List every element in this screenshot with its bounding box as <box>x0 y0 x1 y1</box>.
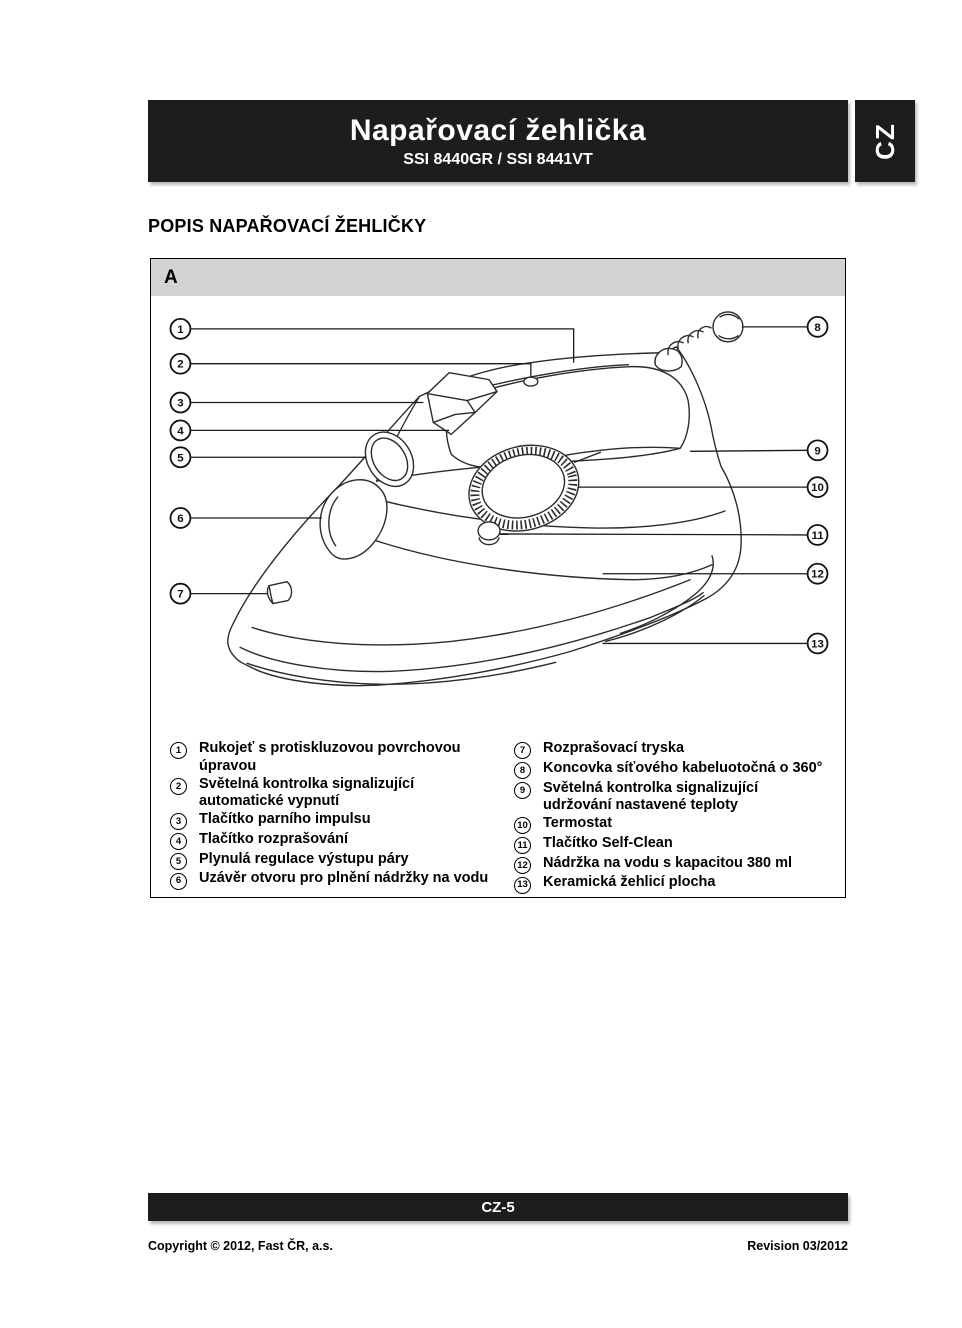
legend-number-wrap <box>514 835 543 854</box>
legend-item-text: Světelná kontrolka signalizující automatické vypnutí <box>199 775 415 809</box>
iron-illustration <box>151 297 844 737</box>
section-heading: POPIS NAPAŘOVACÍ ŽEHLIČKY <box>148 216 427 236</box>
footer-page-label: CZ-5 <box>481 1198 515 1216</box>
legend-number-wrap <box>170 831 199 850</box>
legend-number-wrap <box>514 855 543 874</box>
header-bar <box>148 100 848 182</box>
legend-item-number: 4 <box>170 833 187 850</box>
legend-item-text: Světelná kontrolka signalizující udržování nastavené teploty <box>543 779 759 813</box>
legend-item-text: Termostat <box>543 815 613 831</box>
callout-9: 9 <box>814 445 821 458</box>
legend-item <box>170 776 500 811</box>
legend-item <box>514 835 830 854</box>
figure-label: A <box>164 266 178 288</box>
model-numbers: SSI 8440GR / SSI 8441VT <box>403 150 593 168</box>
legend-number-wrap <box>170 870 199 889</box>
language-tab <box>855 100 915 182</box>
legend-item-number: 9 <box>514 782 531 799</box>
legend-item-number: 6 <box>170 873 187 890</box>
legend-number-wrap <box>514 815 543 834</box>
legend-item-text: Koncovka síťového kabeluotočná o 360° <box>543 759 823 776</box>
revision-text: Revision 03/2012 <box>747 1239 848 1253</box>
callout-11: 11 <box>811 529 824 542</box>
legend-item <box>514 780 830 815</box>
callout-8: 8 <box>814 321 821 334</box>
legend-item <box>514 855 830 874</box>
legend-item-text: Tlačítko Self-Clean <box>543 834 673 851</box>
legend-number-wrap <box>514 874 543 893</box>
legend-item-text: Tlačítko parního impulsu <box>199 811 371 827</box>
legend-number-wrap <box>170 851 199 870</box>
legend-item <box>514 815 830 834</box>
legend-column-right <box>514 740 830 894</box>
callout-12: 12 <box>811 568 824 581</box>
page-title: Napařovací žehlička <box>349 113 647 147</box>
legend-item <box>514 874 830 893</box>
callout-7: 7 <box>177 588 184 601</box>
callout-13: 13 <box>811 638 824 651</box>
legend-number-wrap <box>170 740 199 775</box>
legend-item-text: Tlačítko rozprašování <box>199 830 349 847</box>
legend-item <box>170 740 500 775</box>
legend-column-left <box>170 740 500 894</box>
callout-6: 6 <box>177 512 184 525</box>
legend-item <box>170 811 500 830</box>
legend-item-text: Rukojeť s protiskluzovou povrchovou úpravou <box>199 740 461 774</box>
legend-item-number: 1 <box>170 742 187 759</box>
callout-2: 2 <box>177 358 184 371</box>
legend-item-number: 3 <box>170 813 187 830</box>
legend-item-number: 5 <box>170 853 187 870</box>
legend-item <box>170 831 500 850</box>
callout-3: 3 <box>177 397 184 410</box>
power-cord <box>655 312 743 371</box>
callout-1: 1 <box>177 323 184 336</box>
legend-item-text: Plynulá regulace výstupu páry <box>199 850 409 867</box>
legend-item <box>170 851 500 870</box>
legend-number-wrap <box>170 811 199 830</box>
figure-box <box>150 258 846 898</box>
legend-number-wrap <box>170 776 199 811</box>
legend-number-wrap <box>514 740 543 759</box>
legend-item-text: Rozprašovací tryska <box>543 740 685 756</box>
callout-5: 5 <box>177 452 184 465</box>
footer-meta <box>148 1239 848 1253</box>
callout-10: 10 <box>811 482 824 495</box>
parts-legend <box>170 740 830 894</box>
legend-item-number: 7 <box>514 742 531 759</box>
legend-item-number: 13 <box>514 877 531 894</box>
callout-4: 4 <box>177 425 184 438</box>
legend-number-wrap <box>514 780 543 815</box>
legend-item <box>170 870 500 889</box>
legend-item <box>514 740 830 759</box>
legend-item-number: 2 <box>170 778 187 795</box>
legend-item-text: Keramická žehlicí plocha <box>543 874 716 891</box>
language-tab-label: CZ <box>869 122 900 160</box>
copyright-text: Copyright © 2012, Fast ČR, a.s. <box>148 1239 333 1253</box>
legend-item-text: Uzávěr otvoru pro plnění nádržky na vodu <box>199 870 489 887</box>
legend-number-wrap <box>514 760 543 779</box>
legend-item-number: 10 <box>514 817 531 834</box>
legend-item-text: Nádržka na vodu s kapacitou 380 ml <box>543 854 793 871</box>
auto-off-light <box>524 377 538 386</box>
legend-item <box>514 760 830 779</box>
legend-item-number: 12 <box>514 857 531 874</box>
footer-page-bar <box>148 1193 848 1221</box>
legend-item-number: 8 <box>514 762 531 779</box>
figure-label-strip <box>151 259 845 296</box>
legend-item-number: 11 <box>514 837 531 854</box>
